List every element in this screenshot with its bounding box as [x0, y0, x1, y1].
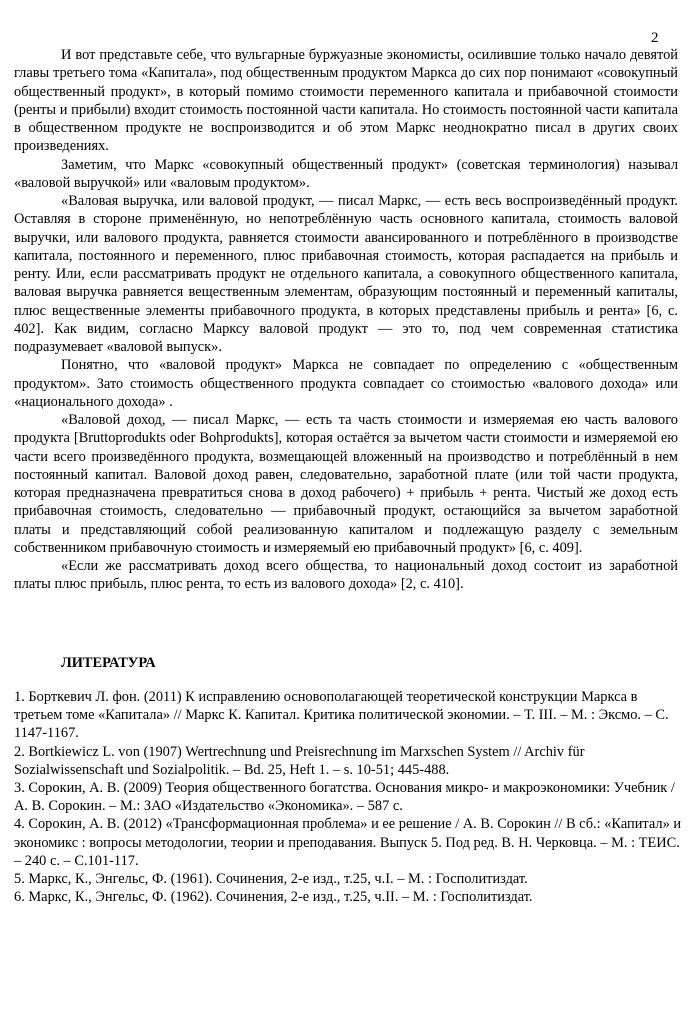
paragraph: Понятно, что «валовой продукт» Маркса не совпадает по определению с «общественным продуктом». Зато стоимость общественного продукта совпадает со стоимостью «валового дохода» или «национального дохода» . [14, 357, 678, 410]
page-number: 2 [651, 30, 659, 46]
quote-paragraph: «Валовая выручка, или валовой продукт, — писал Маркс, — есть весь воспроизведённый продукт. Оставляя в стороне применённую, но непотреблённую часть основного капитала, стоимость валовой выручки, или валового продукта, равняется стоимости авансированного и потреблённого в производстве капитала, постоянного и переменного, плюс прибавочная стоимость, которая распадается на прибыль и ренту. Или, если рассматривать продукт не отдельного капитала, а совокупного общественного капитала, валовая выручка равняется вещественным элементам, образующим постоянный и переменный капиталы, плюс вещественные элементы прибавочного продукта, в которых представлены прибыль и рента» [6, с. 402]. Как видим, согласно Марксу валовой продукт — это то, под чем современная статистика подразумевает «валовой выпуск». [14, 193, 678, 355]
reference-item: 2. Bortkiewicz L. von (1907) Wertrechnung und Preisrechnung im Marxschen System // Archiv für Sozialwissenschaft und Sozialpolitik. – Bd. 25, Heft 1. – s. 10-51; 445-488. [14, 743, 585, 778]
literature-heading: ЛИТЕРАТУРА [61, 655, 156, 671]
reference-item: 3. Сорокин, А. В. (2009) Теория общественного богатства. Основания микро- и макроэкономики: Учебник / А. В. Сорокин. – М.: ЗАО «Издательство «Экономика». – 587 с. [14, 780, 675, 815]
reference-item: 6. Маркс, К., Энгельс, Ф. (1962). Сочинения, 2-е изд., т.25, ч.II. – М. : Госполитиздат. [14, 889, 533, 906]
reference-item: 5. Маркс, К., Энгельс, Ф. (1961). Сочинения, 2-е изд., т.25, ч.I. – М. : Госполитиздат. [14, 871, 528, 888]
reference-item: 4. Сорокин, А. В. (2012) «Трансформационная проблема» и ее решение / А. В. Сорокин // В сб.: «Капитал» и экономикс : вопросы методологии, теории и преподавания. Выпуск 5. Под ред. В. Н. Черковца. – М. : ТЕИС. – 240 с. – С.101-117. [14, 816, 682, 869]
quote-paragraph: «Валовой доход, — писал Маркс, — есть та часть стоимости и измеряемая ею часть валового продукта [Bruttoprodukts oder Bohprodukts], которая остаётся за вычетом части стоимости и измеряемой ею части всего произведённого продукта, возмещающей вложенный на производство и потреблённый в нем постоянный капитал. Валовой доход равен, следовательно, заработной плате (или той части продукта, которая предназначена превратиться снова в доход рабочего) + прибыль + рента. Чистый же доход есть прибавочная стоимость, следовательно — прибавочный продукт, остающийся за вычетом заработной платы и представляющий собой реализованную капиталом и подлежащую разделу с земельным собственником прибавочную стоимость и измеряемый ею прибавочный продукт» [6, с. 409]. [14, 412, 678, 556]
paragraph: Заметим, что Маркс «совокупный общественный продукт» (советская терминология) называл «валовой выручкой» или «валовым продуктом». [14, 156, 678, 191]
body-text [14, 46, 678, 594]
paragraph: И вот представьте себе, что вульгарные буржуазные экономисты, осилившие только начало девятой главы третьего тома «Капитала», под общественным продуктом Маркса до сих пор понимают «совокупный общественный продукт», в который помимо стоимости переменного капитала и прибавочной стоимости (ренты и прибыли) входит стоимость постоянной части капитала. Но стоимость постоянной части капитала в общественном продукте не воспроизводится и об этом Маркс неоднократно писал в других своих произведениях. [14, 47, 678, 155]
quote-paragraph: «Если же рассматривать доход всего общества, то национальный доход состоит из заработной платы плюс прибыль, плюс рента, то есть из валового дохода» [2, с. 410]. [14, 558, 678, 593]
reference-list [14, 688, 684, 906]
reference-item: 1. Борткевич Л. фон. (2011) К исправлению основополагающей теоретической конструкции Маркса в третьем томе «Капитала» // Маркс К. Капитал. Критика политической экономии. – Т. III. – М. : Эксмо. – С. 1147-1167. [14, 689, 669, 742]
